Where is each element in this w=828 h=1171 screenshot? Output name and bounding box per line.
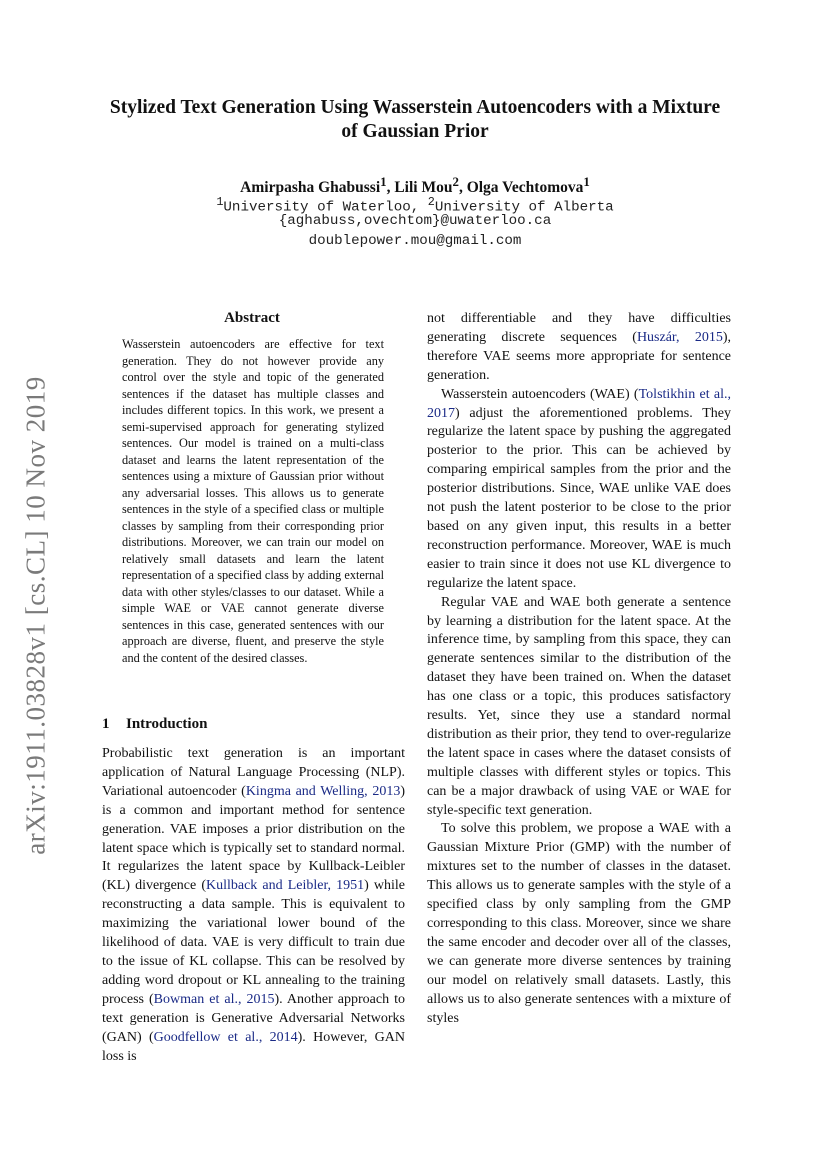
author-affiliation-mark: 1 bbox=[380, 174, 387, 189]
author-name: Olga Vechtomova bbox=[466, 179, 584, 197]
right-column-body bbox=[427, 310, 731, 1028]
text-run: Wasserstein autoencoders (WAE) ( bbox=[441, 386, 639, 402]
citation-huszar[interactable]: Huszár, 2015 bbox=[636, 329, 723, 345]
affiliation-mark: 1 bbox=[216, 195, 224, 209]
intro-paragraph-3: Regular VAE and WAE both generate a sentence by learning a distribution for the latent space. At the inference time, by sampling from this space, they can generate sentences similar to the distribution of the dataset they have been trained on. When the dataset has one class or a topic, this produces satisfactory results. Yet, since they use a standard normal distribution as their prior, they tend to over-regularize the latent space in cases where the dataset consists of multiple classes with different styles or topics. This can be a major drawback of using VAE or WAE for style-specific text generation. bbox=[427, 594, 731, 818]
text-run: ) while reconstructing a data sample. This is equivalent to maximizing the variational lower bound of the likelihood of data. VAE is very difficult to train due to the issue of KL collapse. This can be resolved by adding word dropout or KL annealing to the training process ( bbox=[102, 878, 405, 1007]
citation-goodfellow[interactable]: Goodfellow et al., 2014 bbox=[153, 1029, 298, 1045]
author-list: Amirpasha Ghabussi$^1$, Lili Mou$^2$, Olga Vechtomova$^1$ bbox=[240, 174, 590, 197]
text-run: Probabilistic text generation is an important application of Natural Language Processing (NLP). Variational autoencoder ( bbox=[102, 746, 405, 799]
section-number: 1 bbox=[102, 716, 110, 732]
author-name: Amirpasha Ghabussi bbox=[240, 179, 381, 197]
intro-paragraph-1-continued bbox=[427, 310, 731, 386]
arxiv-identifier: arXiv:1911.03828v1 [cs.CL] 10 Nov 2019 bbox=[20, 375, 51, 855]
citation-bowman[interactable]: Bowman et al., 2015 bbox=[153, 991, 275, 1007]
text-run: ). Another approach to text generation is Generative Adversarial Networks (GAN) ( bbox=[102, 991, 405, 1045]
paper-title bbox=[90, 96, 740, 144]
citation-kingma-welling[interactable]: Kingma and Welling, 2013 bbox=[245, 783, 401, 799]
section-title: Introduction bbox=[126, 716, 208, 732]
affiliation-waterloo: University of Waterloo, bbox=[223, 199, 420, 216]
author-name: Lili Mou bbox=[394, 179, 453, 197]
intro-paragraph-4: To solve this problem, we propose a WAE with a Gaussian Mixture Prior (GMP) with the number of mixtures set to the number of classes in the dataset. This allows us to generate samples with the style of a specified class by only sampling from the GMP corresponding to this class. Moreover, since we share the same encoder and decoder over all of the classes, we can generate more diverse sentences by training our model on relatively small datasets. Lastly, this allows us to also generate sentences with a mixture of styles bbox=[427, 821, 731, 1026]
text-run: ) adjust the aforementioned problems. They regularize the latent space by pushing the aggregated posterior to the prior. This can be achieved by comparing empirical samples from the prior and the posterior distributions. Since, WAE unlike VAE does not push the latent posterior to be close to the prior based on any given input, this results in a better reconstruction performance. Moreover, WAE is much easier to train since it does not use KL divergence to regularize the latent space. bbox=[427, 405, 731, 591]
author-email-gmail: doublepower.mou@gmail.com bbox=[308, 233, 522, 249]
arxiv-identifier-sidebar bbox=[14, 355, 58, 875]
affiliation-alberta: University of Alberta bbox=[434, 199, 614, 216]
text-run: ). However, GAN loss is bbox=[102, 1029, 405, 1064]
author-affiliation-mark: 1 bbox=[583, 174, 590, 189]
paper-title-line-1: Stylized Text Generation Using Wasserstein Autoencoders with a Mixture bbox=[109, 97, 721, 118]
author-affiliation-mark: 2 bbox=[452, 174, 459, 189]
text-run: not differentiable and they have difficulties generating discrete sequences ( bbox=[427, 311, 731, 345]
text-run: ), therefore VAE seems more appropriate for sentence generation. bbox=[427, 329, 731, 383]
citation-tolstikhin[interactable]: Tolstikhin et al., 2017 bbox=[427, 386, 732, 421]
author-email-waterloo: {aghabuss,ovechtom}@uwaterloo.ca bbox=[278, 213, 552, 229]
affiliation-mark: 2 bbox=[427, 195, 435, 209]
abstract-text: Wasserstein autoencoders are effective for text generation. They do not however provide any control over the style and topic of the generated sentences if the dataset has multiple classes and includes different topics. In this work, we present a semi-supervised approach for generating stylized sentences. Our model is trained on a multi-class dataset and learns the latent representation of the sentences using a mixture of Gaussian prior without any adversarial losses. This allows us to generate sentences in the style of a specified class or multiple classes by sampling from their corresponding prior distributions. Moreover, we can train our model on relatively small datasets and learn the latent representation of a specified class by adding external data with other styles/classes to our dataset. While a simple WAE or VAE cannot generate diverse sentences in this case, generated sentences with our approach are diverse, fluent, and preserve the style and the content of the desired classes. bbox=[122, 337, 384, 665]
section-heading-introduction bbox=[102, 716, 402, 733]
abstract-body bbox=[122, 336, 384, 666]
intro-paragraph-1 bbox=[102, 745, 405, 1066]
intro-paragraph-2 bbox=[427, 386, 731, 594]
paper-title-line-2: of Gaussian Prior bbox=[341, 121, 489, 142]
left-column-body bbox=[102, 745, 405, 1066]
abstract-heading: Abstract bbox=[224, 310, 280, 326]
citation-kullback-leibler[interactable]: Kullback and Leibler, 1951 bbox=[205, 878, 365, 894]
text-run: ) is a common and important method for sentence generation. VAE imposes a prior distribution on the latent space which is typically set to standard normal. It regularizes the latent space by Kullback-Leibler (KL) divergence ( bbox=[102, 783, 405, 894]
